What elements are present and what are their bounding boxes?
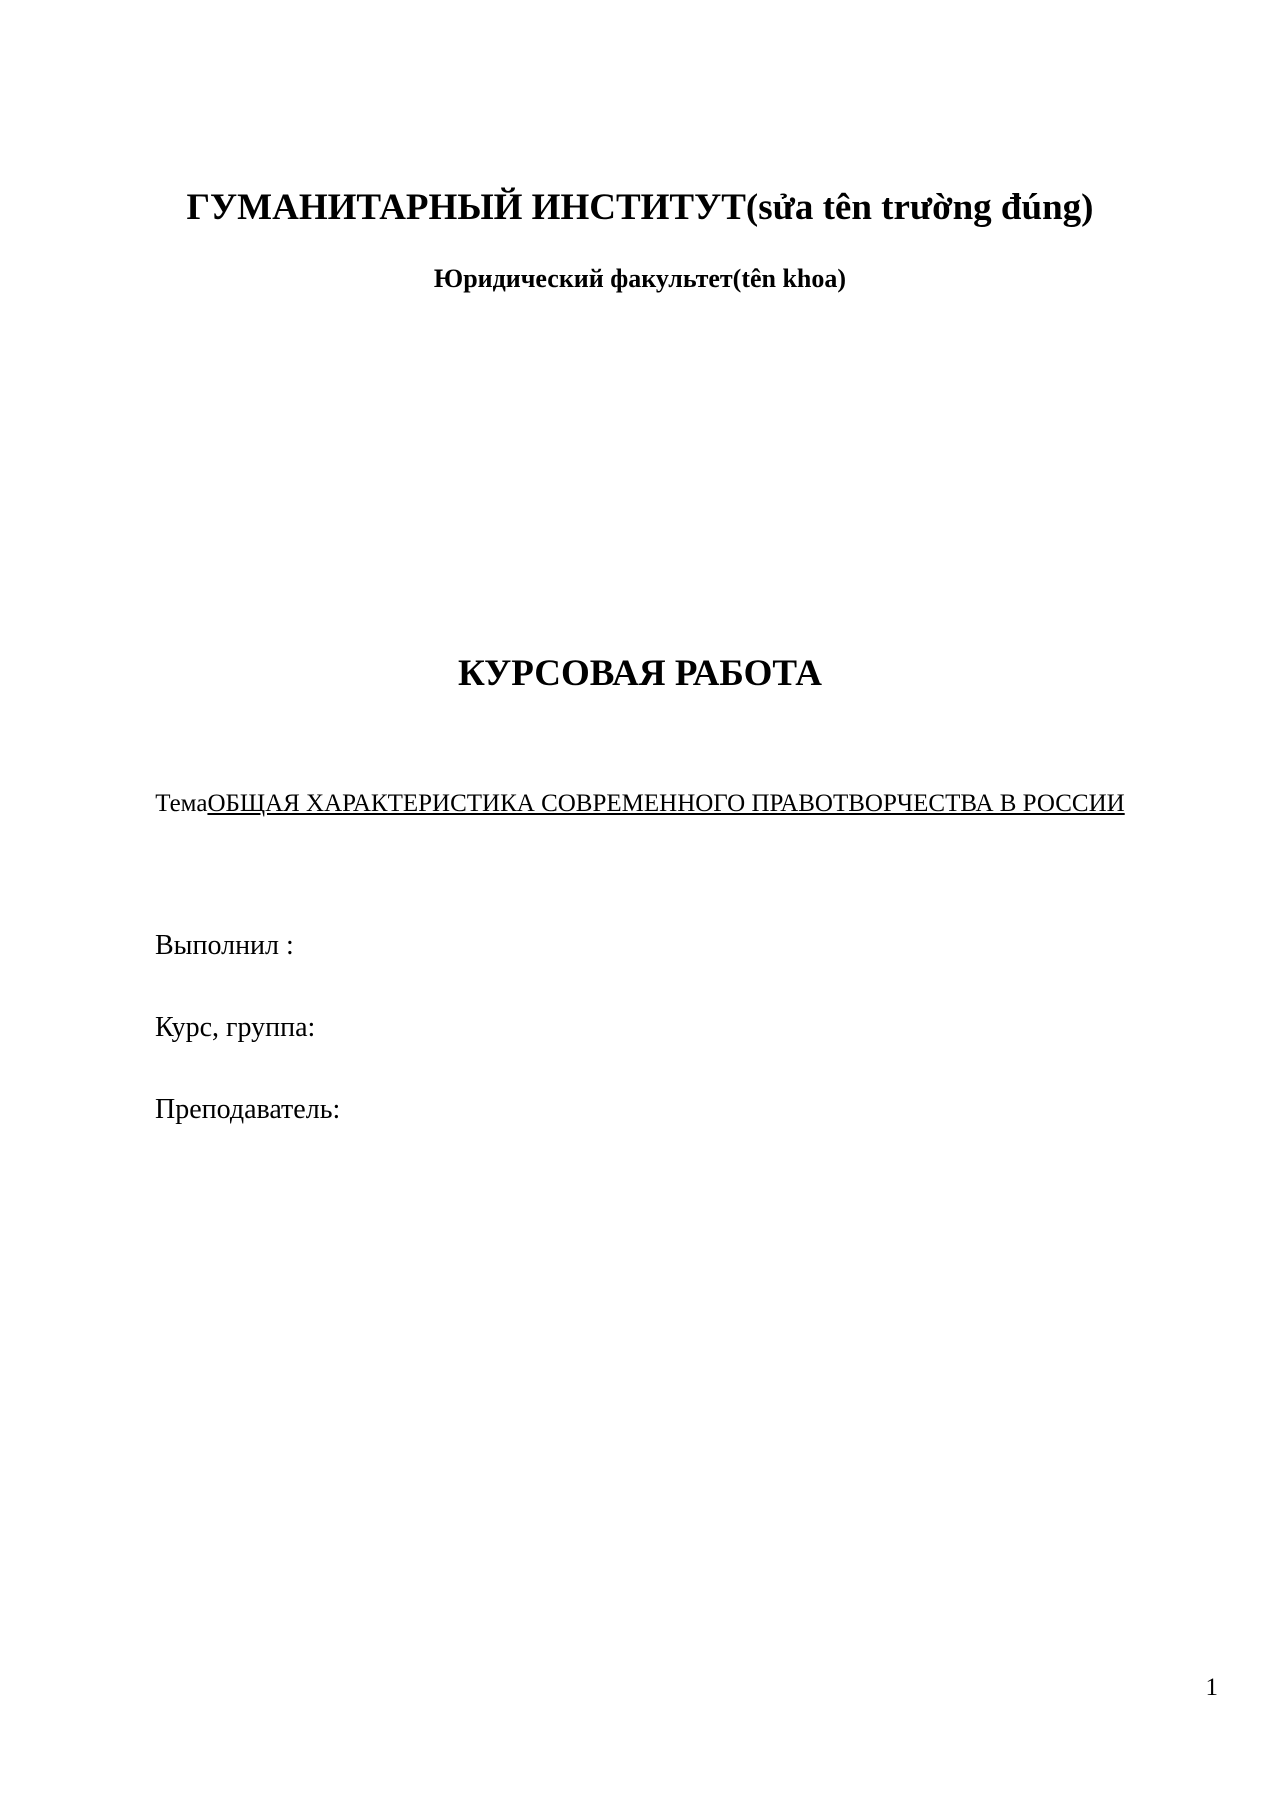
page-number: 1 xyxy=(1205,1674,1218,1701)
topic-line xyxy=(0,789,1280,819)
faculty-name: Юридический факультет(tên khoa) xyxy=(433,264,847,293)
topic-label: Тема xyxy=(155,790,208,817)
institute-name: ГУМАНИТАРНЫЙ ИНСТИТУТ(sửa tên trường đúng) xyxy=(186,187,1094,228)
performed-by-label: Выполнил : xyxy=(155,930,294,961)
topic-value: ОБЩАЯ ХАРАКТЕРИСТИКА СОВРЕМЕННОГО ПРАВОТВОРЧЕСТВА В РОССИИ xyxy=(207,790,1125,817)
work-title: КУРСОВАЯ РАБОТА xyxy=(458,653,822,694)
course-group-label: Курс, группа: xyxy=(155,1012,316,1043)
teacher-label: Преподаватель: xyxy=(155,1094,341,1125)
